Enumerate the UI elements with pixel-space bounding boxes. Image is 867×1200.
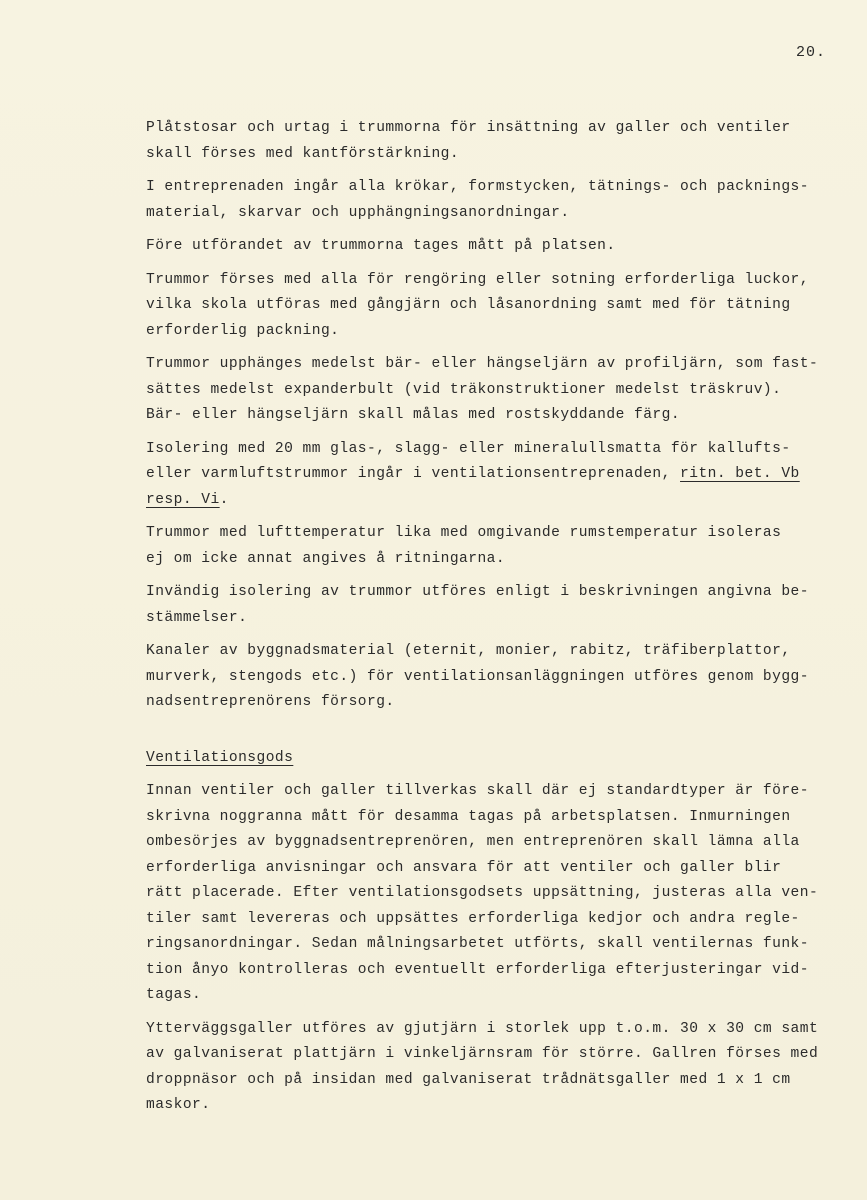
text-line: Innan ventiler och galler tillverkas skall där ej standardtyper är före- (146, 783, 809, 799)
text-line: murverk, stengods etc.) för ventilationsanläggningen utföres genom bygg- (146, 668, 809, 685)
text-line: Isolering med 20 mm glas-, slagg- eller mineralullsmatta för kallufts- (146, 440, 791, 457)
text-line: ombesörjes av byggnadsentreprenören, men entreprenören skall lämna alla (146, 834, 800, 850)
drawing-reference: ritn. bet. Vb (680, 466, 800, 482)
text-line: Före utförandet av trummorna tages mått på platsen. (146, 238, 616, 254)
text-line: material, skarvar och upphängningsanordningar. (146, 204, 570, 221)
text-line: Trummor med lufttemperatur lika med omgivande rumstemperatur isoleras (146, 525, 782, 541)
text-line: rätt placerade. Efter ventilationsgodsets uppsättning, justeras alla ven- (146, 885, 819, 901)
page-number: 20. (796, 44, 827, 61)
paragraph-ventiler-galler (146, 779, 826, 1009)
text-segment: . (219, 491, 229, 508)
paragraph-upphangning (146, 352, 826, 429)
text-line: av galvaniserat plattjärn i vinkeljärnsram för större. Gallren förses med (146, 1046, 819, 1062)
text-line: Invändig isolering av trummor utföres enligt i beskrivningen angivna be- (146, 584, 809, 600)
text-line: Bär- eller hängseljärn skall målas med rostskyddande färg. (146, 407, 681, 423)
text-line: Trummor upphänges medelst bär- eller hängseljärn av profiljärn, som fast- (146, 356, 819, 372)
paragraph-luckor (146, 268, 826, 345)
text-line (146, 462, 826, 488)
text-line (146, 488, 826, 514)
text-line: ej om icke annat angives å ritningarna. (146, 550, 506, 567)
drawing-reference: resp. Vi (146, 491, 220, 508)
section-heading-text: Ventilationsgods (146, 749, 294, 766)
paragraph-entreprenad (146, 175, 826, 226)
text-segment: eller varmluftstrummor ingår i ventilationsentreprenaden, (146, 466, 681, 482)
text-line: stämmelser. (146, 609, 248, 626)
text-line: vilka skola utföras med gångjärn och låsanordning samt med för tätning (146, 297, 791, 313)
paragraph-isolering (146, 437, 826, 514)
text-line: erforderliga anvisningar och ansvara för att ventiler och galler blir (146, 859, 782, 876)
text-line: Trummor förses med alla för rengöring eller sotning erforderliga luckor, (146, 271, 809, 288)
text-line: tiler samt levereras och uppsättes erforderliga kedjor och andra regle- (146, 910, 800, 927)
paragraph-invandig-isolering (146, 580, 826, 631)
text-line: Ytterväggsgaller utföres av gjutjärn i storlek upp t.o.m. 30 x 30 cm samt (146, 1020, 819, 1037)
text-line: Kanaler av byggnadsmaterial (eternit, monier, rabitz, träfiberplattor, (146, 643, 791, 659)
text-line: nadsentreprenörens försorg. (146, 694, 395, 710)
paragraph-yttervaggsgaller (146, 1017, 826, 1119)
paragraph-kanaler (146, 639, 826, 716)
document-body (146, 116, 826, 1119)
text-line: droppnäsor och på insidan med galvaniserat trådnätsgaller med 1 x 1 cm (146, 1071, 791, 1088)
text-line: I entreprenaden ingår alla krökar, formstycken, tätnings- och packnings- (146, 179, 809, 195)
text-line: ringsanordningar. Sedan målningsarbetet utförts, skall ventilernas funk- (146, 936, 809, 952)
section-heading (146, 746, 826, 772)
text-line: Plåtstosar och urtag i trummorna för insättning av galler och ventiler (146, 120, 791, 136)
text-line: skrivna noggranna mått för desamma tagas på arbetsplatsen. Inmurningen (146, 808, 791, 825)
paragraph-lufttemperatur (146, 521, 826, 572)
text-line: erforderlig packning. (146, 322, 340, 339)
text-line: skall förses med kantförstärkning. (146, 145, 460, 162)
text-line: maskor. (146, 1097, 211, 1113)
text-line: tion ånyo kontrolleras och eventuellt erforderliga efterjusteringar vid- (146, 961, 809, 978)
text-line: sättes medelst expanderbult (vid träkonstruktioner medelst träskruv). (146, 381, 782, 398)
paragraph-plat-stosar (146, 116, 826, 167)
paragraph-matt (146, 234, 826, 260)
text-line: tagas. (146, 987, 202, 1003)
